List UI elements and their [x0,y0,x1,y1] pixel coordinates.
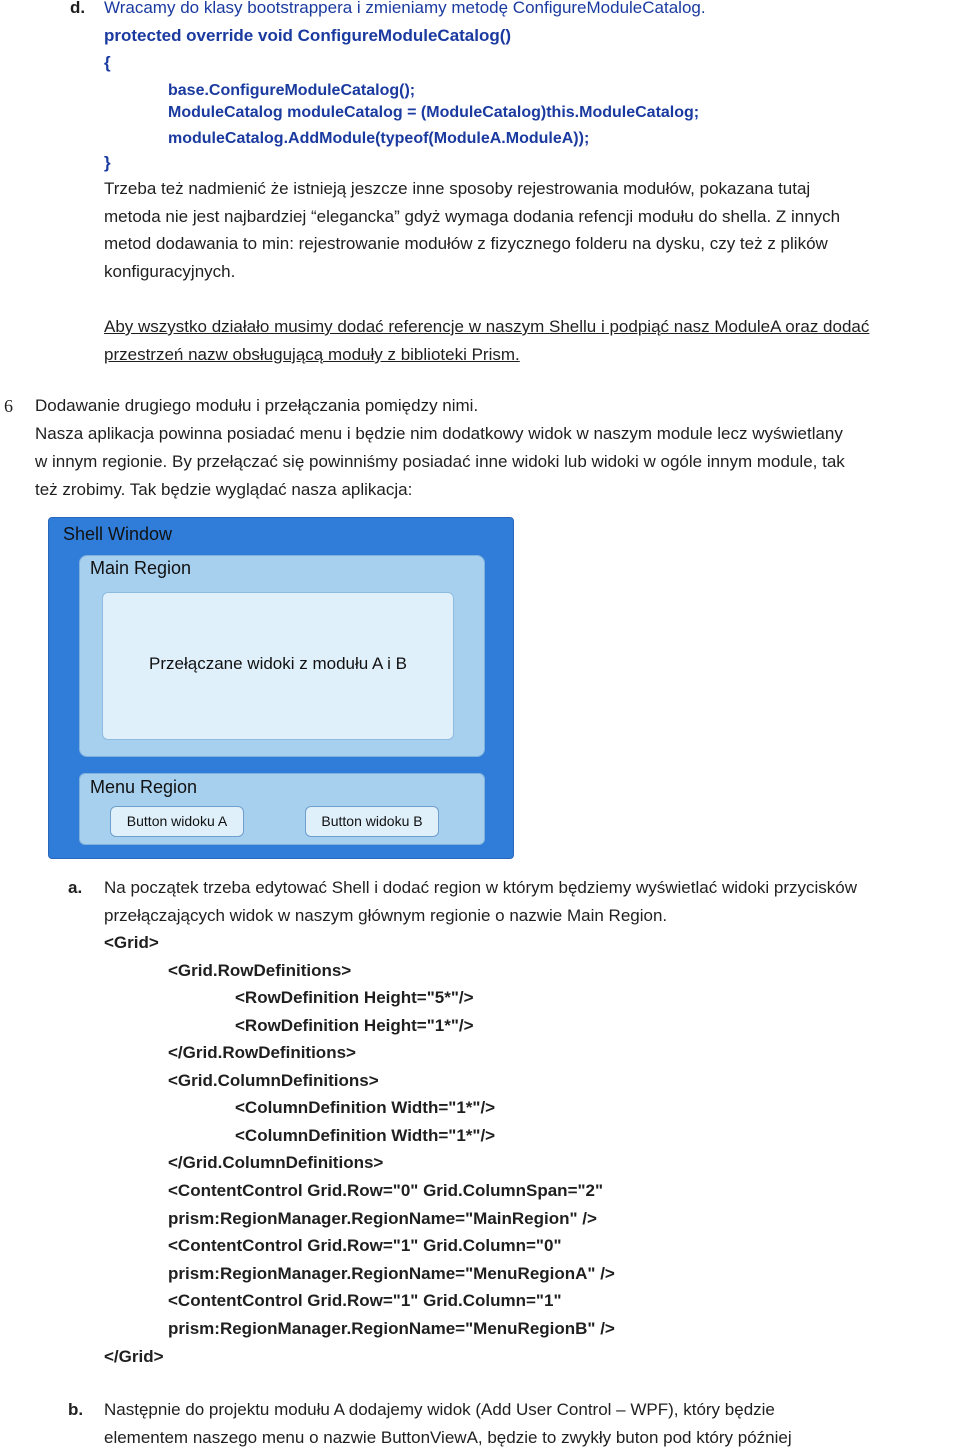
section-text-line: też zrobimy. Tak będzie wyglądać nasza aplikacja: [35,480,413,499]
item-d-text: Wracamy do klasy bootstrappera i zmieniamy metodę ConfigureModuleCatalog. [104,0,706,17]
note-line: Aby wszystko działało musimy dodać referencje w naszym Shellu i podpiąć nasz ModuleA oraz dodać [104,317,870,336]
section-text-line: Nasza aplikacja powinna posiadać menu i będzie nim dodatkowy widok w naszym module lecz wyświetlany [35,424,843,443]
code-line: ModuleCatalog moduleCatalog = (ModuleCatalog)this.ModuleCatalog; [168,104,700,121]
list-marker-a: a. [68,878,83,897]
section-number: 6 [4,396,13,416]
view-b-button: Button widoku B [305,806,439,837]
view-a-button: Button widoku A [110,806,244,837]
code-line: protected override void ConfigureModuleCatalog() [104,26,512,45]
code-line: prism:RegionManager.RegionName="MenuRegionB" /> [168,1319,615,1338]
code-line: <Grid> [104,933,159,952]
paragraph-line: Trzeba też nadmienić że istnieją jeszcze inne sposoby rejestrowania modułów, pokazana tutaj [104,179,811,198]
item-b-line: Następnie do projektu modułu A dodajemy widok (Add User Control – WPF), który będzie [104,1400,775,1419]
shell-window-diagram [48,517,514,859]
code-line: <ContentControl Grid.Row="1" Grid.Column="0" [168,1236,562,1255]
section-title: Dodawanie drugiego modułu i przełączania pomiędzy nimi. [35,396,479,415]
note-line: przestrzeń nazw obsługującą moduły z biblioteki Prism. [104,345,520,364]
code-line: <ColumnDefinition Width="1*"/> [235,1098,496,1117]
code-line: </Grid.ColumnDefinitions> [168,1153,384,1172]
code-line: { [104,53,111,72]
code-line: } [104,153,111,172]
code-line: </Grid> [104,1347,164,1366]
menu-region-label: Menu Region [90,777,198,797]
code-line: <Grid.ColumnDefinitions> [168,1071,379,1090]
switched-views-box [102,592,454,740]
item-a-line: przełączających widok w naszym głównym regionie o nazwie Main Region. [104,906,668,925]
item-b-line: elementem naszego menu o nazwie ButtonViewA, będzie to zwykły buton pod który później [104,1428,792,1447]
paragraph-line: metoda nie jest najbardziej “elegancka” gdyż wymaga dodania refencji modułu do shella. Z innych [104,207,841,226]
code-line: <ColumnDefinition Width="1*"/> [235,1126,496,1145]
code-line: prism:RegionManager.RegionName="MenuRegionA" /> [168,1264,615,1283]
list-marker-b: b. [68,1400,84,1419]
code-line: <ContentControl Grid.Row="1" Grid.Column="1" [168,1291,562,1310]
main-region-box [79,555,485,757]
code-line: </Grid.RowDefinitions> [168,1043,356,1062]
code-line: base.ConfigureModuleCatalog(); [168,82,416,99]
menu-region-box [79,773,485,845]
paragraph-line: konfiguracyjnych. [104,262,236,281]
code-line: prism:RegionManager.RegionName="MainRegion" /> [168,1209,597,1228]
paragraph-line: metod dodawania to min: rejestrowanie modułów z fizycznego folderu na dysku, czy też z plików [104,234,828,253]
code-line: <Grid.RowDefinitions> [168,961,352,980]
section-text-line: w innym regionie. By przełączać się powinniśmy posiadać inne widoki lub widoki w ogóle innym module, tak [35,452,845,471]
list-marker-d: d. [70,0,86,17]
switched-views-label: Przełączane widoki z modułu A i B [149,654,407,673]
code-line: <ContentControl Grid.Row="0" Grid.ColumnSpan="2" [168,1181,604,1200]
item-a-line: Na początek trzeba edytować Shell i dodać region w którym będziemy wyświetlać widoki przycisków [104,878,858,897]
main-region-label: Main Region [90,558,192,578]
code-line: <RowDefinition Height="5*"/> [235,988,474,1007]
code-line: moduleCatalog.AddModule(typeof(ModuleA.ModuleA)); [168,130,590,147]
shell-window-label: Shell Window [63,524,173,544]
code-line: <RowDefinition Height="1*"/> [235,1016,474,1035]
